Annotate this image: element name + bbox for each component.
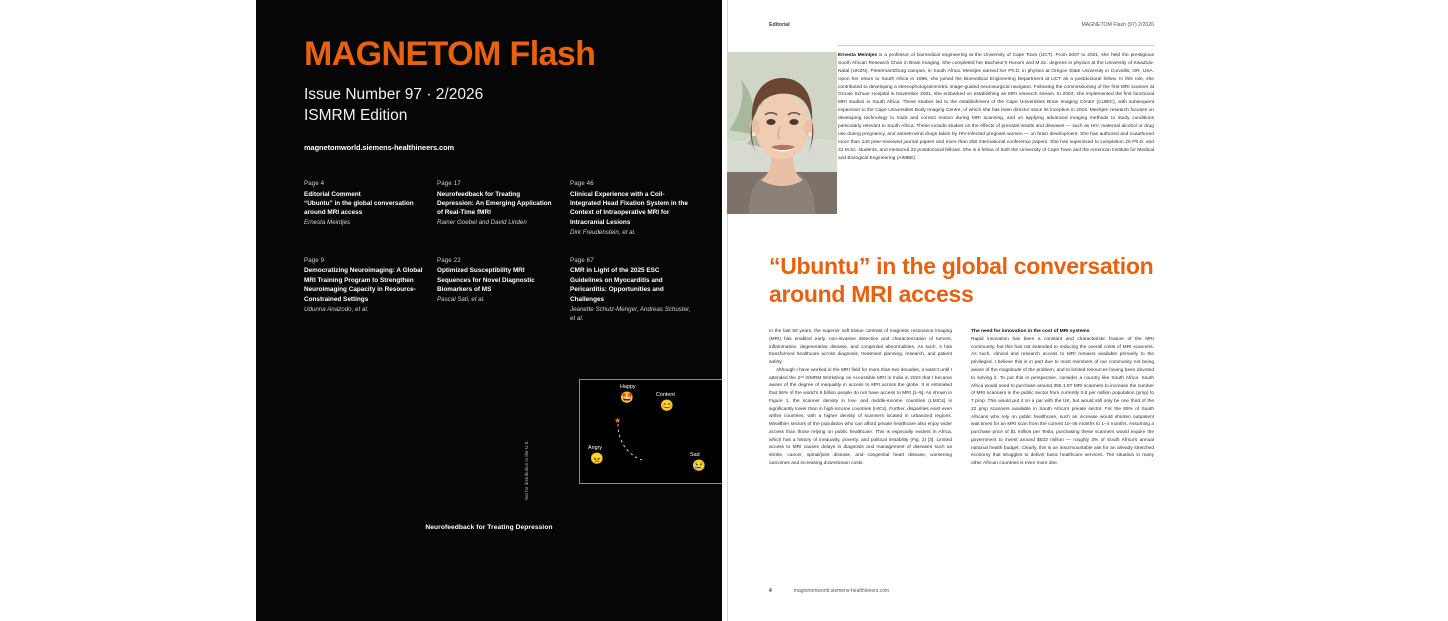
table-of-contents bbox=[304, 180, 704, 324]
toc-authors: Ernesta Meintjes bbox=[304, 219, 351, 227]
toc-entry[interactable] bbox=[304, 180, 437, 238]
cover-page bbox=[256, 0, 722, 621]
toc-kicker: Editorial Comment bbox=[304, 190, 361, 198]
toc-title: Democratizing Neuroimaging: A Global MRI Training Program to Strengthen Neuroimaging Capacity in Resource-Constrained Settings bbox=[304, 267, 423, 303]
toc-entry[interactable] bbox=[570, 180, 704, 238]
emotion-label-sad: Sad bbox=[690, 452, 700, 458]
masthead-title: MAGNETOM Flash bbox=[304, 35, 596, 73]
author-biography bbox=[838, 52, 1154, 162]
page-footer bbox=[769, 588, 1154, 594]
happy-face-icon: 🤩 bbox=[620, 392, 634, 404]
toc-authors: Udunna Anazodo, et al. bbox=[304, 305, 369, 313]
article-page bbox=[727, 0, 1193, 621]
footer-page-number: 4 bbox=[769, 588, 772, 594]
toc-authors: Pascal Sati, et al. bbox=[437, 296, 485, 304]
toc-page-number: Page 17 bbox=[437, 180, 461, 187]
body-column-right bbox=[971, 328, 1154, 578]
header-section-label: Editorial bbox=[769, 22, 790, 28]
footer-url: magnetomworld.siemens-healthineers.com bbox=[793, 588, 890, 594]
angry-face-icon: 😠 bbox=[590, 453, 604, 465]
issue-edition: ISMRM Edition bbox=[304, 107, 408, 125]
emotion-label-content: Content bbox=[656, 392, 675, 398]
toc-entry[interactable] bbox=[304, 257, 437, 324]
issue-number: Issue Number 97 · 2/2026 bbox=[304, 86, 484, 103]
paragraph: In the last 50 years, the superior soft tissue contrast of magnetic resonance imaging (MRI) has enabled early, non-invasive detection and characterization of tumors, inflammation, degenerative disease, and congenital abnormalities. As such, it has transformed healthcare across diagnosis, treatment planning, research, and patient safety. bbox=[769, 329, 952, 366]
sad-face-icon: 😢 bbox=[692, 460, 706, 472]
toc-entry[interactable] bbox=[570, 257, 704, 324]
author-bio-text: is a professor of biomedical engineering at the University of Cape Town (UCT). From 2007 to 2021, she held the prestigious South African Research Chair in Brain Imaging. She completed her Bachelor's Honors and M.Sc. degrees in physics at the University of KwaZulu-Natal (UKZN), Pietermaritzburg campus, in South Africa. Meintjes earned her Ph.D. in physics at Oregon State University in Corvallis, OR, USA. Upon her return to South Africa in 1998, she joined the Biomedical Engineering Department at UCT as a postdoctoral fellow. In this role, she contributed to developing a stereophotogrammetric image-guided neurosurgical navigator. Following the commissioning of the first MRI scanner at Groote Schuur Hospital in November 2001, she embarked on establishing an MRI research stream. In 2004, she implemented the first functional MRI studies in South Africa. These studies led to the establishment of the Cape Universities Brain Imaging Centre (CUBIC), with subsequent expansion to the Cape Universities Body Imaging Centre, of which she has been director since its inception in 2015. Meintjes’ research focuses on developing technology to track and correct motion during MRI scanning, and on applying advanced imaging methods to study conditions particularly relevant to South Africa. These include studies on the effects of prenatal insults and diseases — such as HIV, maternal alcohol or drug use during pregnancy, and antiretroviral drugs taken by HIV-infected pregnant women — on brain development. She has authored and coauthored more than 140 peer-reviewed journal papers and more than 250 international conference papers. She has supervised to completion 26 Ph.D. and 31 M.Sc. students, and mentored 22 postdoctoral fellows. She is a fellow of both the University of Cape Town and the American Institute for Medical and Biological Engineering (AIMBE). bbox=[838, 53, 1154, 161]
section-heading: The need for innovation in the cost of MRI systems bbox=[971, 329, 1090, 334]
toc-page-number: Page 22 bbox=[437, 256, 461, 264]
content-face-icon: 😊 bbox=[660, 400, 674, 412]
emotion-label-angry: Angry bbox=[588, 445, 603, 451]
header-divider bbox=[838, 45, 1154, 46]
toc-page-number: Page 9 bbox=[304, 256, 325, 264]
toc-page-number: Page 67 bbox=[570, 256, 594, 264]
header-issue-label: MAGNETOM Flash (97) 2/2026 bbox=[1081, 22, 1154, 28]
emotion-space-panel bbox=[579, 379, 722, 484]
article-body bbox=[769, 328, 1154, 578]
author-name: Ernesta Meintjes bbox=[838, 53, 878, 58]
issue-info bbox=[304, 84, 483, 126]
toc-page-number: Page 46 bbox=[570, 180, 594, 187]
distribution-note: Not for distribution in the U.S. bbox=[524, 440, 529, 500]
toc-title: CMR in Light of the 2025 ESC Guidelines on Myocarditis and Pericarditis: Opportunities and Challenges bbox=[570, 267, 664, 303]
toc-entry[interactable] bbox=[437, 257, 570, 324]
toc-authors: Dirk Freudenstein, et al. bbox=[570, 228, 636, 236]
paragraph: Rapid innovation has been a constant and characteristic feature of the MRI community, but this has not extended to reducing the overall costs of MRI scanners. As such, clinical and research access to MRI remains available primarily to the privileged. I believe this is in part due to most members of our community not being aware of the magnitude of the problem, and to limited resources having been devoted to solving it. To put this in perspective, consider a country like South Africa. South Africa would need to purchase around 355 1.5T MRI scanners to increase the number of MRI scanners in the public sector from currently 0.6 per million population (pmp) to 7 pmp. This would put it on a par with the UK, but would still only be one third of the 22 pmp scanners available in South Africa’s private sector. For the 85% of South Africans who rely on public healthcare, such an increase would shorten outpatient wait times for an MRI scan from the current 10–48 months to 1–4 months. Assuming a purchase price of $1 million per Tesla, purchasing these scanners would require the government to invest around $533 million — roughly 3% of South Africa’s annual national health budget. Clearly, this is an insurmountable ask for an already stretched economy that struggles to deliver basic healthcare services. The situation in many other African countries is even more dire. bbox=[971, 336, 1154, 467]
toc-authors: Rainer Goebel and David Linden bbox=[437, 219, 527, 227]
toc-entry[interactable] bbox=[437, 180, 570, 238]
paragraph: Although I have worked in the MRI field for more than two decades, it wasn’t until I attended the 2ⁿᵈ ISMRM Workshop on Accessible MRI in India in 2024 that I became aware of the degree of inequality in access to MRI across the globe. It is estimated that 66% of the world’s 8 billion people do not have access to MRI [1–9]. As shown in Figure 1, the scanner density in low- and middle-income countries (LMICs) is significantly lower than in high-income countries (HICs). Further, disparities exist even within countries, with a higher density of scanners located in urbanized regions. Wealthier sectors of the population who can afford private healthcare also enjoy wider access than those relying on public healthcare. This is especially evident in Africa, which has a history of inequality, poverty, and political instability (Fig. 2) [3]. Limited access to MRI causes delays in diagnosis and management of diseases such as stroke, cancer, spinal/joint disease, and congenital heart disease, worsening outcomes and increasing downstream costs. bbox=[769, 367, 952, 467]
toc-title: Optimized Susceptibility MRI Sequences for Novel Diagnostic Biomarkers of MS bbox=[437, 267, 535, 294]
running-header bbox=[769, 22, 1154, 28]
figure-caption: Neurofeedback for Treating Depression bbox=[425, 524, 553, 531]
body-column-left bbox=[769, 328, 952, 578]
cover-url: magnetomworld.siemens-healthineers.com bbox=[304, 143, 455, 152]
toc-title: Neurofeedback for Treating Depression: An Emerging Application of Real-Time fMRI bbox=[437, 190, 552, 217]
toc-authors: Jeanette Schulz-Menger, Andreas Schuster, et al. bbox=[570, 305, 691, 322]
toc-title: Clinical Experience with a Coil-Integrated Head Fixation System in the Context of Intraoperative MRI for Intracranial Lesions bbox=[570, 190, 688, 226]
toc-page-number: Page 4 bbox=[304, 180, 325, 187]
article-headline: “Ubuntu” in the global conversation around MRI access bbox=[769, 253, 1154, 308]
emotion-label-happy: Happy bbox=[620, 384, 636, 390]
toc-title: “Ubuntu” in the global conversation around MRI access bbox=[304, 199, 414, 217]
current-state-star-icon: ★ bbox=[614, 416, 622, 425]
author-portrait bbox=[727, 52, 837, 214]
